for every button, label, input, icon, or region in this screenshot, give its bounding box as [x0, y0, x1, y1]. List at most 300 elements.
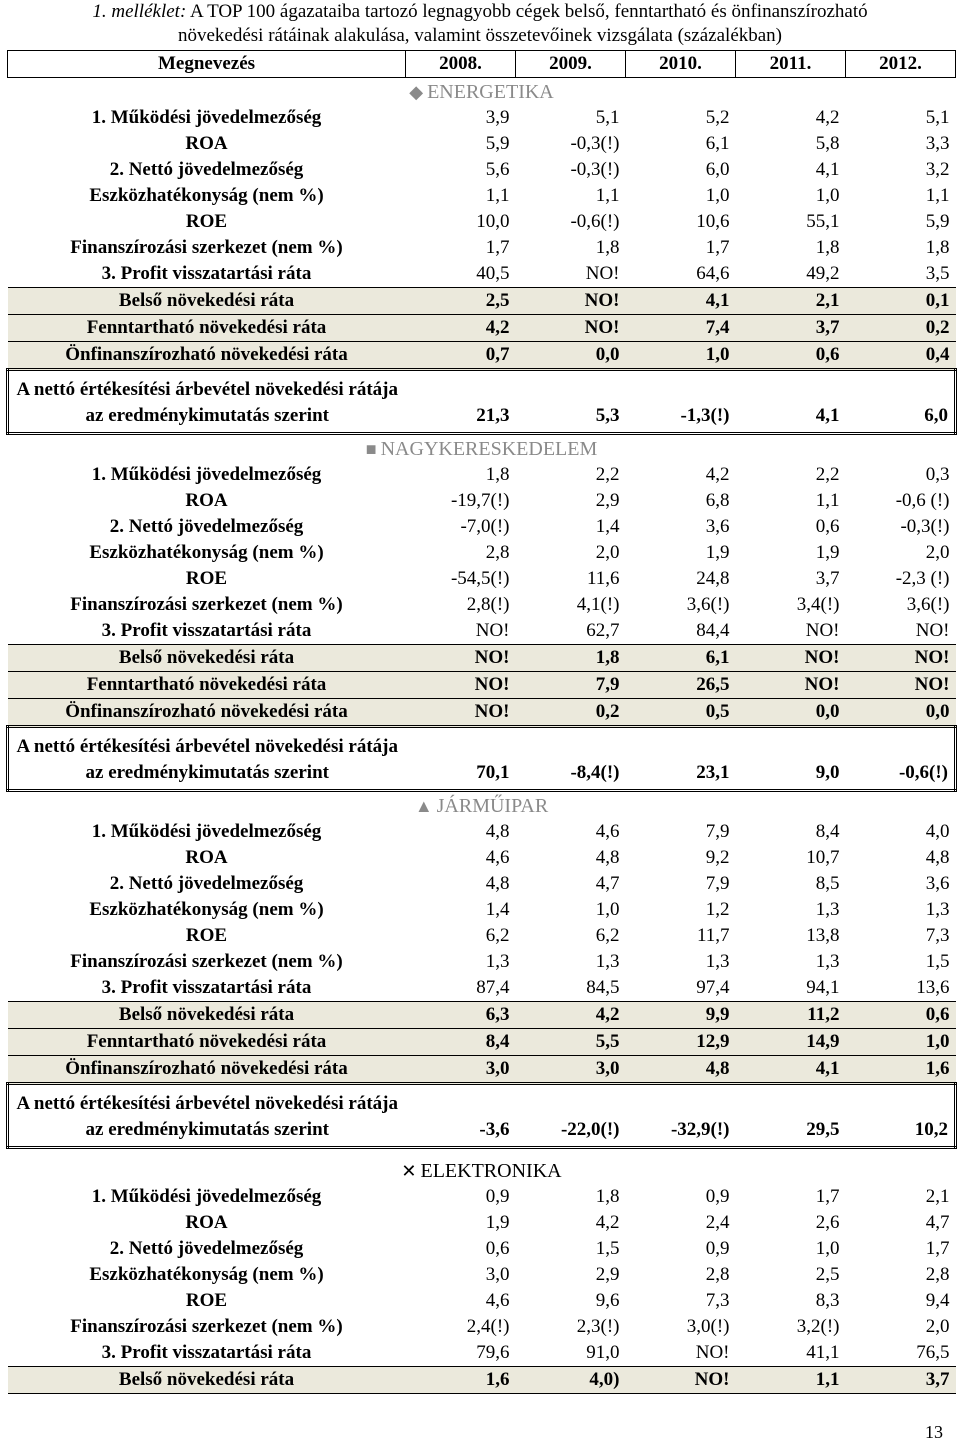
row-label: Önfinanszírozható növekedési ráta — [8, 1056, 406, 1084]
value-cell: 5,1 — [595, 107, 620, 128]
value-cell: 6,8 — [705, 490, 730, 511]
value-cell: 3,7 — [736, 315, 846, 342]
row-label: Fenntartható növekedési ráta — [8, 315, 406, 342]
value-cell: 4,1 — [736, 370, 846, 434]
value-cell: 4,1 — [815, 159, 840, 180]
row-label: 3. Profit visszatartási ráta — [101, 1342, 312, 1363]
value-cell: NO! — [805, 620, 840, 641]
value-cell: 1,7 — [815, 1186, 840, 1207]
table-header-row — [8, 51, 956, 78]
value-cell: 1,0 — [815, 185, 840, 206]
table-row — [8, 183, 956, 209]
value-cell: 0,6 — [846, 1002, 956, 1029]
row-label: 1. Működési jövedelmezőség — [91, 107, 322, 128]
value-cell: NO! — [475, 620, 510, 641]
value-cell: 2,6 — [815, 1212, 840, 1233]
value-cell: -0,3(!) — [570, 159, 620, 180]
value-cell: 10,6 — [696, 211, 730, 232]
table-row — [8, 1184, 956, 1210]
value-cell: 5,2 — [705, 107, 730, 128]
value-cell: 0,6 — [736, 342, 846, 370]
value-cell: 1,3 — [595, 951, 620, 972]
value-cell: -7,0(!) — [460, 516, 510, 537]
value-cell: 4,8 — [595, 847, 620, 868]
value-cell: 55,1 — [806, 211, 840, 232]
section-title: ELEKTRONIKA — [420, 1160, 562, 1182]
table-row — [8, 1002, 956, 1029]
value-cell: 4,8 — [925, 847, 950, 868]
value-cell: 7,9 — [516, 672, 626, 699]
header-year-2012: 2012. — [846, 51, 956, 78]
header-year-2010: 2010. — [626, 51, 736, 78]
gap-cell — [8, 1148, 956, 1158]
value-cell: 9,2 — [705, 847, 730, 868]
value-cell: 1,0 — [815, 1238, 840, 1259]
value-cell: 1,9 — [485, 1212, 510, 1233]
value-cell: 1,5 — [925, 951, 950, 972]
value-cell: NO! — [626, 1367, 736, 1394]
value-cell: -0,3(!) — [570, 133, 620, 154]
value-cell: -0,6 (!) — [895, 490, 950, 511]
value-cell: 7,3 — [705, 1290, 730, 1311]
table-row — [8, 699, 956, 727]
value-cell: 2,5 — [815, 1264, 840, 1285]
value-cell: 7,9 — [705, 873, 730, 894]
value-cell: 0,0 — [846, 699, 956, 727]
value-cell: 1,3 — [815, 951, 840, 972]
row-label: 3. Profit visszatartási ráta — [101, 620, 312, 641]
value-cell: 9,9 — [626, 1002, 736, 1029]
value-cell: 3,5 — [925, 263, 950, 284]
table-row — [8, 566, 956, 592]
value-cell: 84,5 — [586, 977, 620, 998]
value-cell: 29,5 — [736, 1084, 846, 1148]
value-cell: 1,6 — [406, 1367, 516, 1394]
value-cell: 8,3 — [815, 1290, 840, 1311]
row-label: A nettó értékesítési árbevétel növekedési rátája az eredménykimutatás szerint — [8, 727, 406, 791]
section-gap — [8, 1148, 956, 1158]
value-cell: 1,8 — [485, 464, 510, 485]
value-cell: -0,6(!) — [570, 211, 620, 232]
value-cell: 87,4 — [476, 977, 510, 998]
table-row — [8, 592, 956, 618]
value-cell: 3,7 — [846, 1367, 956, 1394]
row-label: Belső növekedési ráta — [8, 645, 406, 672]
value-cell: NO! — [695, 1342, 730, 1363]
value-cell: 1,3 — [815, 899, 840, 920]
value-cell: 2,4(!) — [466, 1316, 510, 1337]
value-cell: -8,4(!) — [516, 727, 626, 791]
row-label: Belső növekedési ráta — [8, 1367, 406, 1394]
value-cell: 8,5 — [815, 873, 840, 894]
value-cell: 2,8 — [705, 1264, 730, 1285]
header-year-2009: 2009. — [516, 51, 626, 78]
value-cell: 4,0 — [925, 821, 950, 842]
table-row — [8, 514, 956, 540]
value-cell: 3,6 — [925, 873, 950, 894]
table-row — [8, 488, 956, 514]
row-label: Eszközhatékonyság (nem %) — [89, 1264, 324, 1285]
row-label: ROE — [185, 925, 228, 946]
page-number: 13 — [925, 1422, 943, 1442]
row-label: ROE — [185, 568, 228, 589]
value-cell: 6,1 — [705, 133, 730, 154]
table-row — [8, 845, 956, 871]
value-cell: 0,3 — [925, 464, 950, 485]
value-cell: -22,0(!) — [516, 1084, 626, 1148]
value-cell: 2,8 — [485, 542, 510, 563]
value-cell: 13,6 — [916, 977, 950, 998]
row-label: ROA — [185, 847, 228, 868]
value-cell: 6,3 — [406, 1002, 516, 1029]
value-cell: 11,7 — [696, 925, 730, 946]
value-cell: 14,9 — [736, 1029, 846, 1056]
section-title-cell — [8, 791, 956, 820]
value-cell: 2,8 — [925, 1264, 950, 1285]
value-cell: 5,9 — [925, 211, 950, 232]
row-label: ROA — [185, 1212, 228, 1233]
value-cell: 10,2 — [846, 1084, 956, 1148]
table-row — [8, 1084, 956, 1148]
value-cell: 2,1 — [736, 288, 846, 315]
row-label: Eszközhatékonyság (nem %) — [89, 899, 324, 920]
row-label: Önfinanszírozható növekedési ráta — [8, 699, 406, 727]
value-cell: 6,0 — [846, 370, 956, 434]
value-cell: 5,3 — [516, 370, 626, 434]
value-cell: 11,6 — [586, 568, 620, 589]
value-cell: 6,2 — [595, 925, 620, 946]
table-row — [8, 1029, 956, 1056]
value-cell: 1,8 — [595, 1186, 620, 1207]
value-cell: 1,3 — [925, 899, 950, 920]
value-cell: 5,5 — [516, 1029, 626, 1056]
value-cell: 1,4 — [595, 516, 620, 537]
section-header — [8, 1157, 956, 1184]
value-cell: 40,5 — [476, 263, 510, 284]
table-row — [8, 1340, 956, 1367]
row-label: ROE — [185, 211, 228, 232]
value-cell: 1,1 — [595, 185, 620, 206]
value-cell: 10,7 — [806, 847, 840, 868]
header-year-2008: 2008. — [406, 51, 516, 78]
value-cell: 97,4 — [696, 977, 730, 998]
value-cell: 4,6 — [485, 1290, 510, 1311]
value-cell: NO! — [585, 263, 620, 284]
value-cell: 11,2 — [736, 1002, 846, 1029]
value-cell: 0,9 — [705, 1186, 730, 1207]
value-cell: NO! — [846, 672, 956, 699]
value-cell: 5,1 — [925, 107, 950, 128]
value-cell: 2,2 — [815, 464, 840, 485]
value-cell: 1,9 — [705, 542, 730, 563]
value-cell: -0,3(!) — [900, 516, 950, 537]
value-cell: 5,6 — [485, 159, 510, 180]
section-title-cell — [8, 434, 956, 463]
value-cell: -1,3(!) — [626, 370, 736, 434]
row-label: ROA — [185, 490, 228, 511]
value-cell: -19,7(!) — [450, 490, 510, 511]
value-cell: -3,6 — [406, 1084, 516, 1148]
table-row — [8, 315, 956, 342]
table-row — [8, 949, 956, 975]
table-row — [8, 1367, 956, 1394]
row-label: 3. Profit visszatartási ráta — [101, 263, 312, 284]
caption — [0, 0, 960, 48]
value-cell: 3,4(!) — [796, 594, 840, 615]
value-cell: 2,0 — [925, 542, 950, 563]
value-cell: 3,3 — [925, 133, 950, 154]
value-cell: 4,8 — [485, 821, 510, 842]
value-cell: 4,1 — [626, 288, 736, 315]
value-cell: 91,0 — [586, 1342, 620, 1363]
value-cell: 3,2 — [925, 159, 950, 180]
value-cell: 3,0(!) — [686, 1316, 730, 1337]
value-cell: 0,2 — [846, 315, 956, 342]
value-cell: 2,9 — [595, 490, 620, 511]
row-label: A nettó értékesítési árbevétel növekedési rátája az eredménykimutatás szerint — [8, 370, 406, 434]
value-cell: 49,2 — [806, 263, 840, 284]
value-cell: 3,6 — [705, 516, 730, 537]
value-cell: 7,9 — [705, 821, 730, 842]
value-cell: 4,0) — [516, 1367, 626, 1394]
value-cell: 1,9 — [815, 542, 840, 563]
table-row — [8, 1288, 956, 1314]
value-cell: 4,1(!) — [576, 594, 620, 615]
caption-text-2: növekedési rátáinak alakulása, valamint összetevőinek vizsgálata (százalékban) — [177, 25, 783, 46]
row-label: Fenntartható növekedési ráta — [8, 672, 406, 699]
value-cell: 4,2 — [406, 315, 516, 342]
row-label: 1. Működési jövedelmezőség — [91, 1186, 322, 1207]
section-title-cell — [8, 1157, 956, 1184]
table-row — [8, 288, 956, 315]
value-cell: 64,6 — [696, 263, 730, 284]
value-cell: NO! — [406, 672, 516, 699]
table-body — [8, 51, 956, 1394]
value-cell: -32,9(!) — [626, 1084, 736, 1148]
value-cell: 1,3 — [705, 951, 730, 972]
value-cell: 21,3 — [406, 370, 516, 434]
table-row — [8, 645, 956, 672]
square-icon: ■ — [365, 439, 377, 459]
value-cell: 0,9 — [485, 1186, 510, 1207]
value-cell: 26,5 — [626, 672, 736, 699]
value-cell: 0,4 — [846, 342, 956, 370]
table-row — [8, 235, 956, 261]
caption-prefix: 1. melléklet: — [92, 1, 187, 22]
value-cell: 1,5 — [595, 1238, 620, 1259]
section-title-cell — [8, 78, 956, 106]
value-cell: 12,9 — [626, 1029, 736, 1056]
value-cell: NO! — [516, 315, 626, 342]
value-cell: 3,7 — [815, 568, 840, 589]
value-cell: 0,7 — [406, 342, 516, 370]
value-cell: 1,2 — [705, 899, 730, 920]
header-year-2011: 2011. — [736, 51, 846, 78]
row-label: A nettó értékesítési árbevétel növekedési rátája az eredménykimutatás szerint — [8, 1084, 406, 1148]
value-cell: 4,8 — [626, 1056, 736, 1084]
table-row — [8, 261, 956, 288]
value-cell: 1,8 — [925, 237, 950, 258]
table-row — [8, 819, 956, 845]
value-cell: 13,8 — [806, 925, 840, 946]
value-cell: NO! — [516, 288, 626, 315]
value-cell: 1,4 — [485, 899, 510, 920]
value-cell: 4,7 — [595, 873, 620, 894]
value-cell: NO! — [915, 620, 950, 641]
value-cell: 4,2 — [815, 107, 840, 128]
value-cell: 7,4 — [626, 315, 736, 342]
table-row — [8, 157, 956, 183]
table-row — [8, 131, 956, 157]
value-cell: 0,5 — [626, 699, 736, 727]
value-cell: 10,0 — [476, 211, 510, 232]
value-cell: 41,1 — [806, 1342, 840, 1363]
value-cell: NO! — [406, 699, 516, 727]
value-cell: 6,2 — [485, 925, 510, 946]
value-cell: 5,9 — [485, 133, 510, 154]
value-cell: 1,7 — [705, 237, 730, 258]
value-cell: 94,1 — [806, 977, 840, 998]
value-cell: 76,5 — [916, 1342, 950, 1363]
value-cell: -54,5(!) — [450, 568, 510, 589]
value-cell: 0,2 — [516, 699, 626, 727]
value-cell: 4,7 — [925, 1212, 950, 1233]
row-label: 1. Működési jövedelmezőség — [91, 464, 322, 485]
section-header — [8, 791, 956, 820]
table-row — [8, 1056, 956, 1084]
value-cell: 2,9 — [595, 1264, 620, 1285]
section-header — [8, 434, 956, 463]
value-cell: 1,7 — [485, 237, 510, 258]
value-cell: 3,9 — [485, 107, 510, 128]
value-cell: 1,1 — [485, 185, 510, 206]
value-cell: 3,6(!) — [686, 594, 730, 615]
table-row — [8, 540, 956, 566]
value-cell: 1,3 — [485, 951, 510, 972]
row-label: 2. Nettó jövedelmezőség — [109, 873, 304, 894]
row-label: 2. Nettó jövedelmezőség — [109, 516, 304, 537]
row-label: ROE — [185, 1290, 228, 1311]
row-label: 1. Működési jövedelmezőség — [91, 821, 322, 842]
triangle-icon: ▲ — [414, 796, 433, 816]
table-row — [8, 871, 956, 897]
value-cell: 2,0 — [925, 1316, 950, 1337]
value-cell: 1,0 — [846, 1029, 956, 1056]
value-cell: 4,8 — [485, 873, 510, 894]
value-cell: 3,0 — [516, 1056, 626, 1084]
value-cell: 1,1 — [815, 490, 840, 511]
table-row — [8, 923, 956, 949]
row-label: Finanszírozási szerkezet (nem %) — [70, 237, 343, 258]
value-cell: -2,3 (!) — [895, 568, 950, 589]
value-cell: 3,6(!) — [906, 594, 950, 615]
table-row — [8, 1262, 956, 1288]
value-cell: 23,1 — [626, 727, 736, 791]
value-cell: 1,7 — [925, 1238, 950, 1259]
table-row — [8, 727, 956, 791]
table-row — [8, 975, 956, 1002]
section-title: ENERGETIKA — [427, 81, 554, 103]
value-cell: 9,4 — [925, 1290, 950, 1311]
table-row — [8, 1210, 956, 1236]
row-label: Eszközhatékonyság (nem %) — [89, 542, 324, 563]
row-label: Belső növekedési ráta — [8, 288, 406, 315]
row-label: Finanszírozási szerkezet (nem %) — [70, 951, 343, 972]
value-cell: 79,6 — [476, 1342, 510, 1363]
value-cell: 0,6 — [815, 516, 840, 537]
value-cell: -0,6(!) — [846, 727, 956, 791]
value-cell: 1,1 — [736, 1367, 846, 1394]
value-cell: 9,0 — [736, 727, 846, 791]
value-cell: 0,0 — [736, 699, 846, 727]
growth-rates-table — [6, 50, 957, 1394]
value-cell: 9,6 — [595, 1290, 620, 1311]
value-cell: 5,8 — [815, 133, 840, 154]
table-row — [8, 897, 956, 923]
value-cell: 2,5 — [406, 288, 516, 315]
value-cell: NO! — [736, 672, 846, 699]
table-row — [8, 672, 956, 699]
row-label: ROA — [185, 133, 228, 154]
cross-icon: ✕ — [401, 1161, 417, 1181]
value-cell: 0,0 — [516, 342, 626, 370]
section-title: NAGYKERESKEDELEM — [380, 438, 598, 460]
value-cell: 6,0 — [705, 159, 730, 180]
value-cell: 1,1 — [925, 185, 950, 206]
row-label: Belső növekedési ráta — [8, 1002, 406, 1029]
value-cell: 4,1 — [736, 1056, 846, 1084]
row-label: Eszközhatékonyság (nem %) — [89, 185, 324, 206]
value-cell: 4,2 — [516, 1002, 626, 1029]
row-label: 3. Profit visszatartási ráta — [101, 977, 312, 998]
row-label: Fenntartható növekedési ráta — [8, 1029, 406, 1056]
section-title: JÁRMŰIPAR — [436, 795, 549, 817]
value-cell: 0,6 — [485, 1238, 510, 1259]
value-cell: 6,1 — [626, 645, 736, 672]
table-row — [8, 209, 956, 235]
row-label: 2. Nettó jövedelmezőség — [109, 159, 304, 180]
value-cell: 8,4 — [406, 1029, 516, 1056]
table-row — [8, 105, 956, 131]
value-cell: 1,8 — [516, 645, 626, 672]
value-cell: 0,9 — [705, 1238, 730, 1259]
value-cell: 1,0 — [626, 342, 736, 370]
value-cell: 7,3 — [925, 925, 950, 946]
value-cell: NO! — [406, 645, 516, 672]
value-cell: 2,8(!) — [466, 594, 510, 615]
value-cell: 2,2 — [595, 464, 620, 485]
value-cell: 1,8 — [595, 237, 620, 258]
value-cell: 2,4 — [705, 1212, 730, 1233]
row-label: 2. Nettó jövedelmezőség — [109, 1238, 304, 1259]
table-row — [8, 462, 956, 488]
value-cell: 2,3(!) — [576, 1316, 620, 1337]
value-cell: NO! — [736, 645, 846, 672]
table-row — [8, 370, 956, 434]
value-cell: NO! — [846, 645, 956, 672]
value-cell: 3,2(!) — [796, 1316, 840, 1337]
value-cell: 4,2 — [705, 464, 730, 485]
value-cell: 70,1 — [406, 727, 516, 791]
value-cell: 24,8 — [696, 568, 730, 589]
value-cell: 84,4 — [696, 620, 730, 641]
table-row — [8, 618, 956, 645]
value-cell: 1,8 — [815, 237, 840, 258]
value-cell: 1,6 — [846, 1056, 956, 1084]
diamond-icon: ◆ — [409, 82, 424, 102]
value-cell: 2,1 — [925, 1186, 950, 1207]
value-cell: 4,6 — [595, 821, 620, 842]
